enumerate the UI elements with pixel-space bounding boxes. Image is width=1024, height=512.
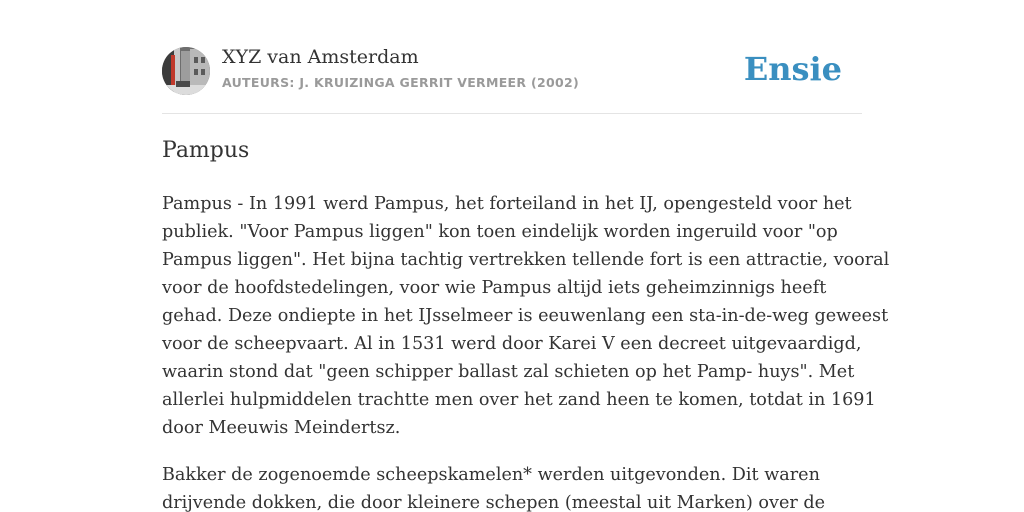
text-line: publiek. "Voor Pampus liggen" kon toen eindelijk worden ingeruild voor "op xyxy=(162,222,838,242)
text-line: voor de scheepvaart. Al in 1531 werd door Karei V een decreet uitgevaardigd, xyxy=(162,334,862,354)
text-line: gehad. Deze ondiepte in het IJsselmeer is eeuwenlang een sta-in-de-weg geweest xyxy=(162,306,889,326)
text-line: Bakker de zogenoemde scheepskamelen* werden uitgevonden. Dit waren xyxy=(162,465,820,485)
entry-body xyxy=(162,190,890,512)
text-line: waarin stond dat "geen schipper ballast zal schieten op het Pamp- huys". Met xyxy=(162,362,855,382)
book-header xyxy=(162,46,862,96)
text-line: Pampus liggen". Het bijna tachtig vertrekken tellende fort is een attractie, vooral xyxy=(162,250,890,270)
entry-title: Pampus xyxy=(162,138,250,163)
text-line: door Meeuwis Meindertsz. xyxy=(162,418,401,438)
text-line: drijvende dokken, die door kleinere schepen (meestal uit Marken) over de xyxy=(162,493,826,512)
book-cover-image xyxy=(162,47,210,95)
entry-paragraph xyxy=(162,461,862,512)
ensie-logo[interactable]: Ensie xyxy=(743,50,842,88)
book-title-link[interactable]: XYZ van Amsterdam xyxy=(222,46,419,68)
header-divider xyxy=(162,113,862,114)
book-cover-avatar[interactable] xyxy=(162,47,210,95)
text-line: Pampus - In 1991 werd Pampus, het forteiland in het IJ, opengesteld voor het xyxy=(162,194,852,214)
text-line: voor de hoofdstedelingen, voor wie Pampus altijd iets geheimzinnigs heeft xyxy=(162,278,827,298)
entry-paragraph xyxy=(162,190,890,442)
book-authors: AUTEURS: J. KRUIZINGA GERRIT VERMEER (2002) xyxy=(222,75,579,90)
text-line: allerlei hulpmiddelen trachtte men over het zand heen te komen, totdat in 1691 xyxy=(162,390,876,410)
